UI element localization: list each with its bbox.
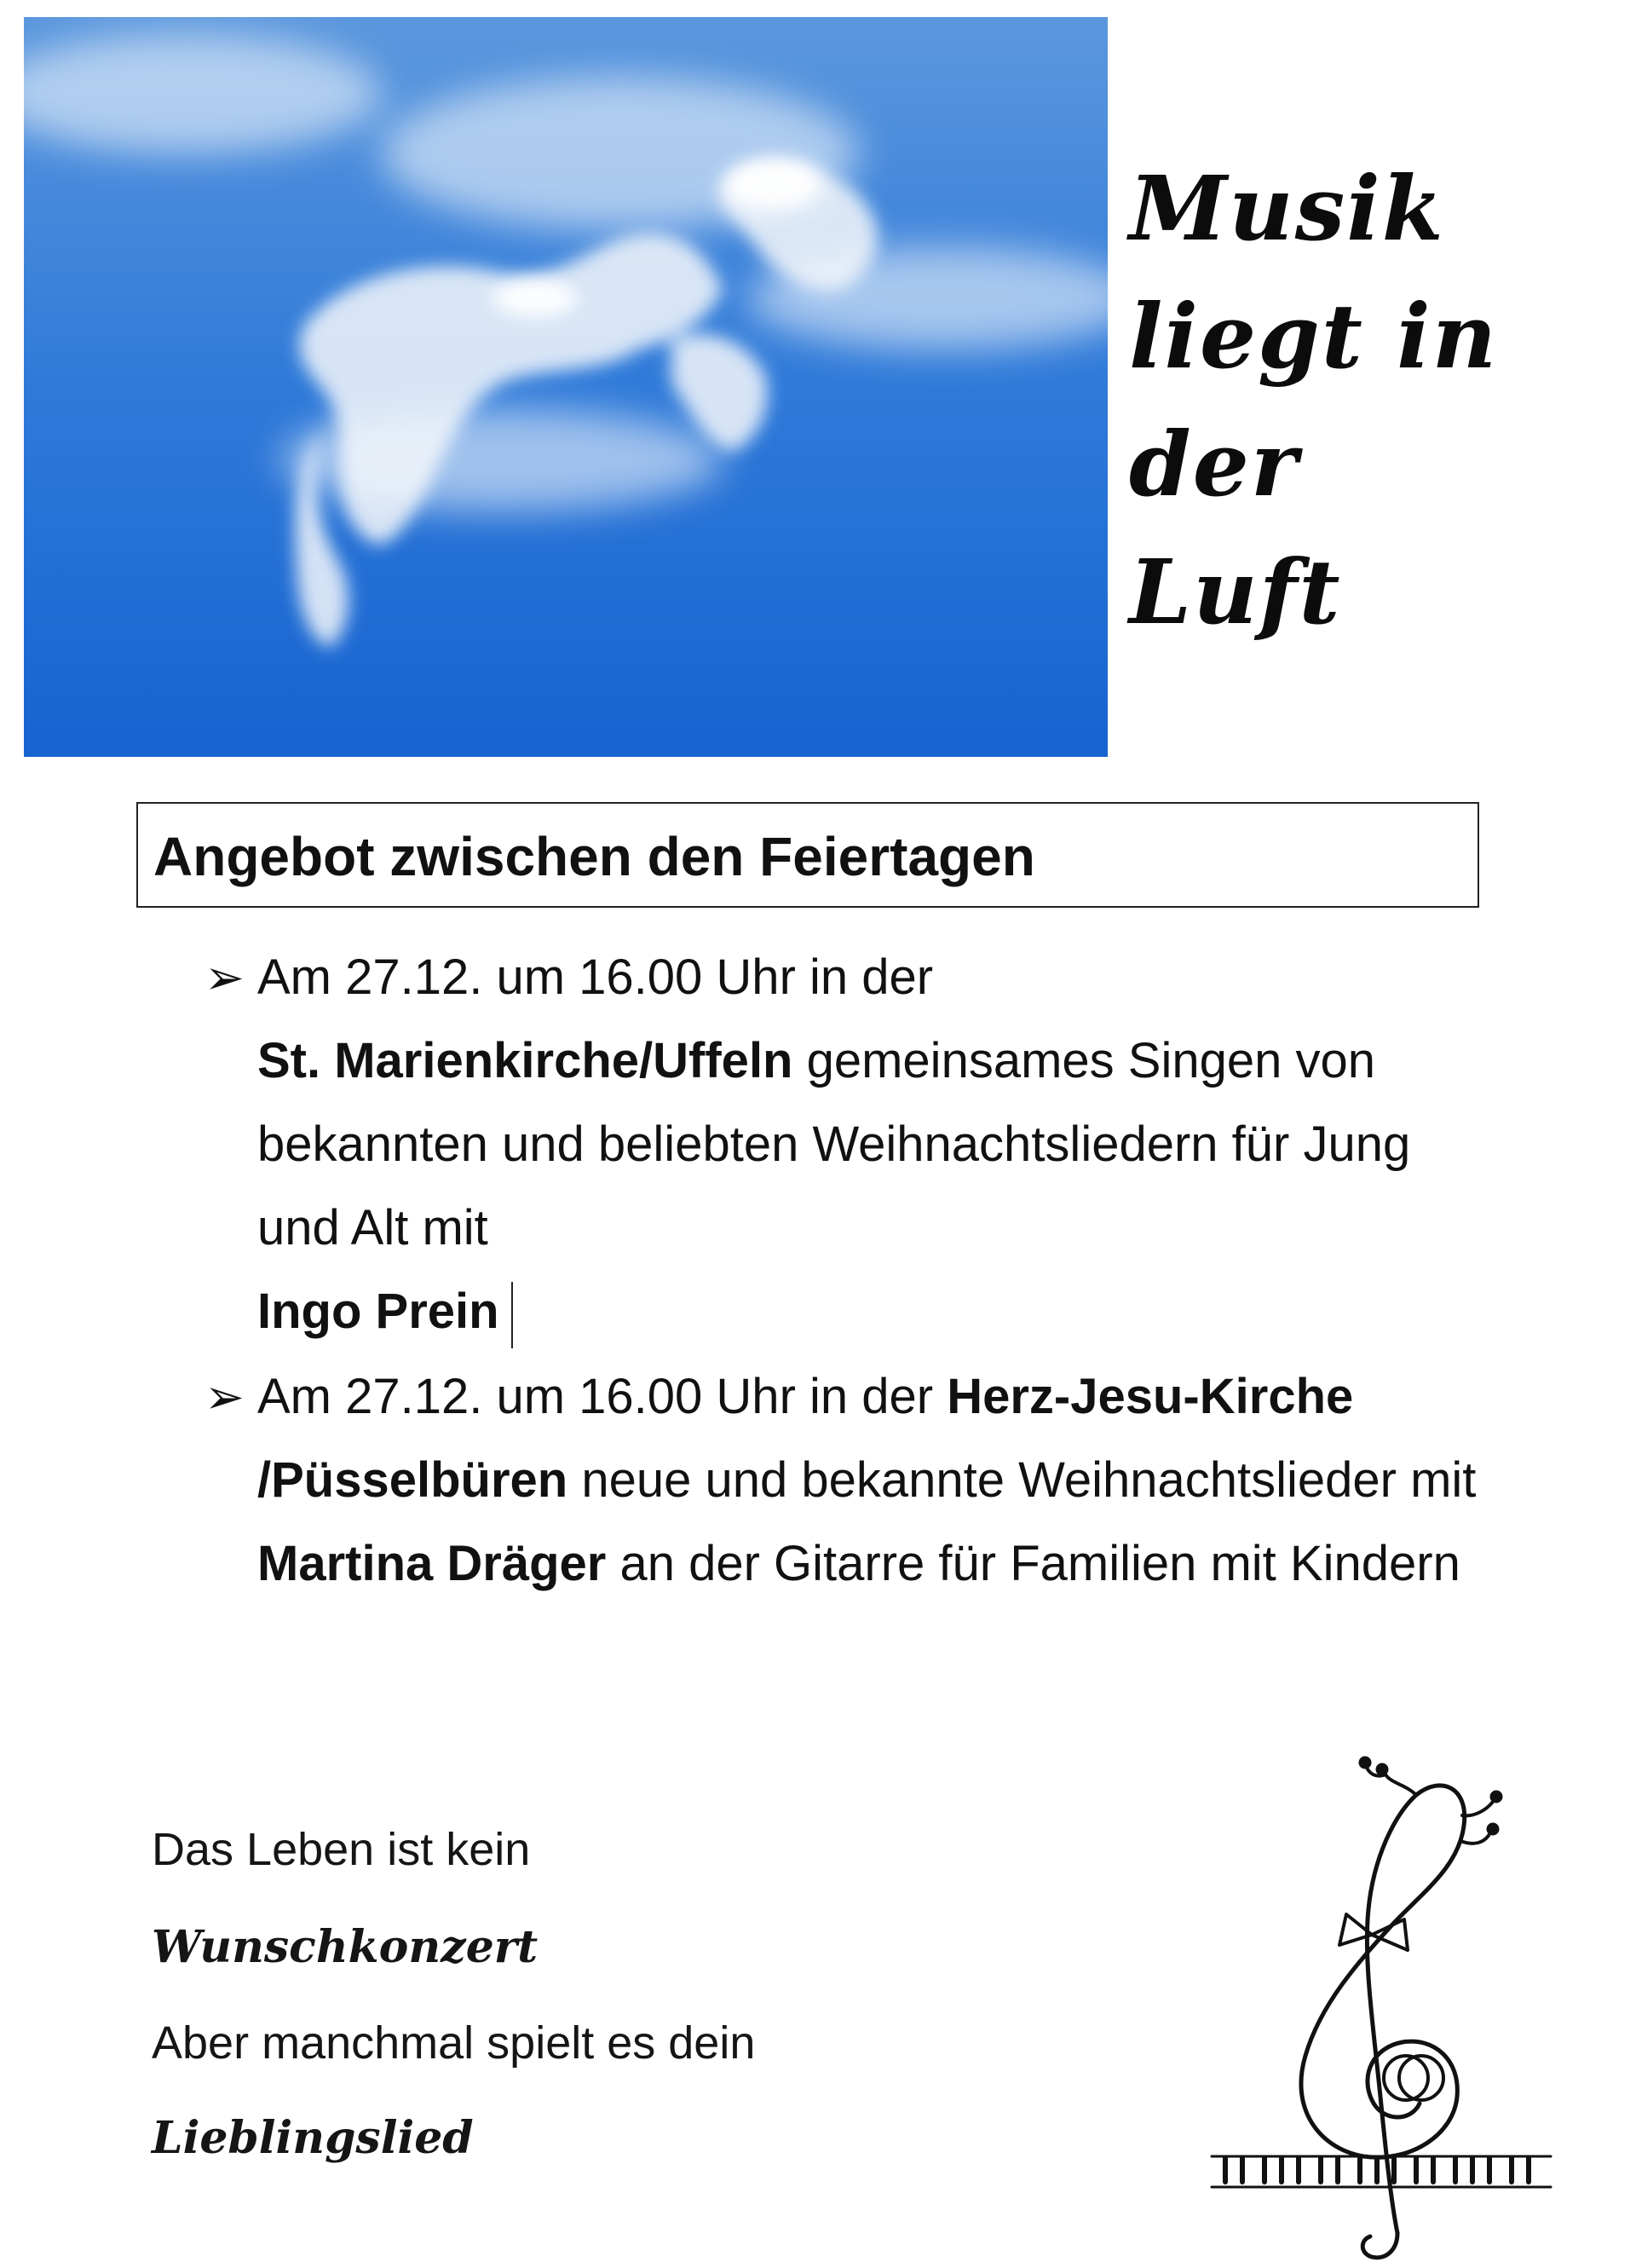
treble-clef-icon	[1193, 1722, 1568, 2264]
piano-keys-icon	[1212, 2156, 1551, 2187]
event-2-venue: Herz-Jesu-Kirche /Püsselbüren	[257, 1369, 1354, 1508]
event-1-venue: St. Marienkirche/Uffeln	[257, 1033, 793, 1088]
quote-line-2: Wunschkonzert	[152, 1921, 539, 1973]
headline-line-1: Musik	[1129, 156, 1445, 261]
event-2-performer: Martina Dräger	[257, 1536, 607, 1591]
headline-line-4: Luft	[1129, 540, 1342, 644]
event-1-text	[257, 936, 1500, 1353]
text-cursor	[511, 1282, 513, 1348]
section-heading: Angebot zwischen den Feiertagen	[153, 826, 1035, 887]
arrow-bullet-icon: ➢	[204, 1370, 245, 1423]
event-item-2	[204, 1355, 1500, 1606]
section-heading-box	[136, 802, 1479, 908]
quote-line-4: Lieblingslied	[152, 2112, 474, 2164]
event-2-audience: an der Gitarre für Familien mit Kindern	[606, 1536, 1460, 1591]
event-1-performer: Ingo Prein	[257, 1284, 499, 1339]
headline-line-2: liegt in	[1129, 284, 1499, 389]
event-2-intro: Am 27.12. um 16.00 Uhr in der	[257, 1369, 948, 1424]
treble-clef-drawing	[1193, 1722, 1568, 2264]
event-2-text	[257, 1355, 1500, 1606]
arrow-bullet-icon: ➢	[204, 950, 245, 1004]
event-item-1	[204, 936, 1500, 1353]
sky-cloud-illustration	[24, 17, 1108, 757]
sky-cloud-photo	[24, 17, 1108, 757]
quote-line-1: Das Leben ist kein	[152, 1824, 531, 1875]
event-1-intro: Am 27.12. um 16.00 Uhr in der	[257, 949, 934, 1005]
event-1-description: gemeinsames Singen von bekannten und beliebten Weihnachtsliedern für Jung und Alt mit	[257, 1033, 1411, 1255]
quote-line-3: Aber manchmal spielt es dein	[152, 2017, 756, 2069]
headline-line-3: der	[1129, 412, 1299, 517]
headline	[1129, 145, 1606, 656]
event-2-description: neue und bekannte Weihnachtslieder mit	[567, 1452, 1477, 1508]
